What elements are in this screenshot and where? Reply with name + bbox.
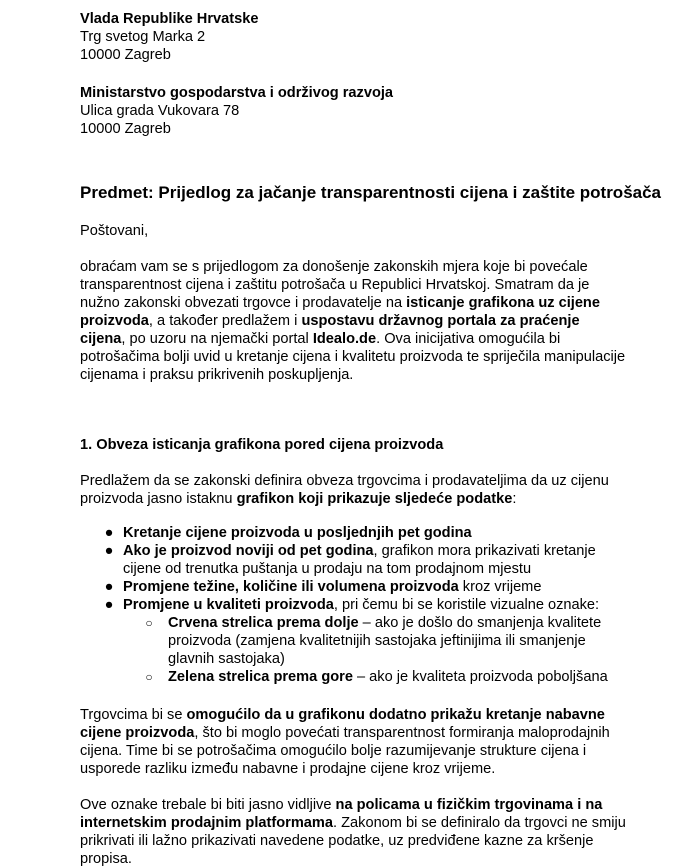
intro-bold-2: uspostavu državnog portala za praćenje cijena: [80, 313, 580, 347]
intro-paragraph: [80, 258, 628, 384]
bullet-list: [80, 524, 628, 686]
bullet-3-text: kroz vrijeme: [458, 579, 542, 595]
s1p3-bold-1: na policama u fizičkim trgovinama i na internetskim prodajnim platformama: [80, 797, 603, 831]
sub-bullet-2-bold: Zelena strelica prema gore: [168, 669, 353, 685]
s1p3-text-1: Ove oznake trebale bi biti jasno vidljive: [80, 797, 336, 813]
subject-line: Predmet: Prijedlog za jačanje transparentnosti cijena i zaštite potrošača: [80, 183, 662, 202]
bullet-1-bold: Kretanje cijene proizvoda u posljednjih pet godina: [123, 525, 472, 541]
section-1-paragraph-2: [80, 706, 628, 778]
bullet-4-text: , pri čemu bi se koristile vizualne oznake:: [333, 597, 600, 613]
list-item: [80, 524, 628, 542]
s1p1-text-1: Predlažem da se zakonski definira obveza trgovcima i prodavateljima da uz cijenu proizvoda jasno istaknu: [80, 473, 609, 507]
recipient-address: [80, 84, 628, 138]
bullet-marker: ●: [104, 525, 114, 541]
bullet-2-bold: Ako je proizvod noviji od pet godina: [123, 543, 374, 559]
s1p1-bold-1: grafikon koji prikazuje sljedeće podatke: [236, 491, 513, 507]
bullet-3-bold: Promjene težine, količine ili volumena proizvoda: [123, 579, 459, 595]
sender-city: 10000 Zagreb: [80, 47, 171, 63]
bullet-marker: ●: [104, 543, 114, 559]
sub-bullet-list: [123, 614, 628, 686]
s1p1-text-2: :: [512, 491, 517, 507]
intro-text-4: . Ova inicijativa omogućila bi potrošačima bolji uvid u kretanje cijena i kvalitetu proizvoda te spriječila manipulacije cijenama i praksu prikrivenih poskupljenja.: [80, 331, 626, 383]
intro-bold-3: Idealo.de: [312, 331, 377, 347]
list-item: [80, 596, 628, 686]
sub-bullet-marker: ○: [145, 616, 153, 630]
sub-bullet-1-bold: Crvena strelica prema dolje: [168, 615, 359, 631]
bullet-2-text: , grafikon mora prikazivati kretanje cijene od trenutka puštanja u prodaju na tom prodajnom mjestu: [123, 543, 596, 577]
intro-text-2: , a također predlažem i: [148, 313, 302, 329]
s1p2-bold-1: omogućilo da u grafikonu dodatno prikažu kretanje nabavne cijene proizvoda: [80, 707, 605, 741]
sub-list-item: [123, 668, 628, 686]
bullet-marker: ●: [104, 579, 114, 595]
bullet-marker: ●: [104, 597, 114, 613]
bullet-4-bold: Promjene u kvaliteti proizvoda: [123, 597, 334, 613]
sender-name: Vlada Republike Hrvatske: [80, 11, 259, 27]
sub-bullet-1-text: – ako je došlo do smanjenja kvalitete proizvoda (zamjena kvalitetnijih sastojaka jeftinijima ili smanjenje glavnih sastojaka): [168, 615, 602, 667]
intro-text-1: obraćam vam se s prijedlogom za donošenje zakonskih mjera koje bi povećale transparentnost cijena i zaštitu potrošača u Republici Hrvatskoj. Smatram da je nužno zakonski obvezati trgovce i prodavatelje na: [80, 259, 590, 311]
sender-street: Trg svetog Marka 2: [80, 29, 206, 45]
greeting: Poštovani,: [80, 223, 149, 239]
list-item: [80, 578, 628, 596]
sub-list-item: [123, 614, 628, 668]
sub-bullet-2-text: – ako je kvaliteta proizvoda poboljšana: [352, 669, 608, 685]
s1p2-text-1: Trgovcima bi se: [80, 707, 187, 723]
s1p3-text-2: . Zakonom bi se definiralo da trgovci ne smiju prikrivati ili lažno prikazivati navedene podatke, uz predviđene kazne za kršenje propisa.: [80, 815, 626, 867]
recipient-city: 10000 Zagreb: [80, 121, 171, 137]
letter-page: [80, 10, 662, 868]
sub-bullet-marker: ○: [145, 670, 153, 684]
section-1-paragraph-1: [80, 472, 628, 508]
recipient-name: Ministarstvo gospodarstva i održivog razvoja: [80, 85, 394, 101]
intro-bold-1: isticanje grafikona uz cijene proizvoda: [80, 295, 600, 329]
sender-address: [80, 10, 628, 64]
intro-text-3: , po uzoru na njemački portal: [121, 331, 313, 347]
s1p2-text-2: , što bi moglo povećati transparentnost formiranja maloprodajnih cijena. Time bi se potrošačima omogućilo bolje razumijevanje strukture cijena i usporede razliku između nabavne i prodajne cijene kroz vrijeme.: [80, 725, 610, 777]
list-item: [80, 542, 628, 578]
section-1-paragraph-3: [80, 796, 628, 868]
recipient-street: Ulica grada Vukovara 78: [80, 103, 240, 119]
section-1-heading: 1. Obveza isticanja grafikona pored cijena proizvoda: [80, 437, 444, 453]
